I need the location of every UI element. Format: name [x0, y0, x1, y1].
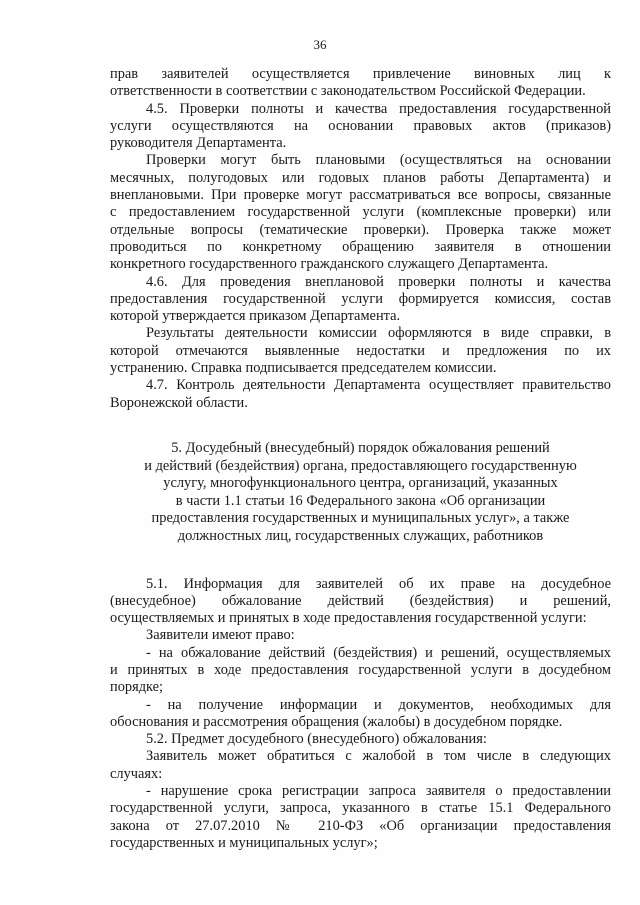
paragraph-line: Заявители имеют право: — [146, 627, 295, 644]
paragraph-line: Проверки могут быть плановыми (осуществляться на основании — [146, 152, 611, 169]
document-body — [110, 66, 611, 852]
paragraph-line: - на обжалование действий (бездействия) и решений, осуществляемых — [146, 644, 611, 661]
paragraph-line: (внесудебное) обжалование действий (бездействия) и решений, — [110, 592, 611, 609]
paragraph-line: 4.7. Контроль деятельности Департамента осуществляет правительство — [146, 377, 611, 394]
paragraph-line: - на получение информации и документов, необходимых для — [146, 696, 611, 713]
paragraph-line: услуги осуществляются на основании правовых актов (приказов) — [110, 117, 611, 134]
paragraph-line: 4.5. Проверки полноты и качества предоставления государственной — [146, 100, 611, 117]
section-5-heading — [110, 440, 611, 546]
paragraph-line: внеплановыми. При проверке могут рассматриваться все вопросы, связанные — [110, 187, 611, 204]
heading-line: услугу, многофункционального центра, организаций, указанных — [163, 475, 558, 492]
paragraph-line: 4.6. Для проведения внеплановой проверки полноты и качества — [146, 273, 611, 290]
section-5-text — [110, 576, 611, 853]
paragraph-line: - нарушение срока регистрации запроса заявителя о предоставлении — [146, 783, 611, 800]
heading-line: 5. Досудебный (внесудебный) порядок обжалования решений — [171, 439, 550, 456]
paragraph-line: которой утверждается приказом Департамента. — [110, 308, 401, 325]
paragraph-line: руководителя Департамента. — [110, 135, 287, 152]
paragraph-line: порядке; — [110, 679, 164, 696]
paragraph-line: проводиться по конкретному обращению заявителя в отношении — [110, 238, 611, 255]
paragraph-line: 5.2. Предмет досудебного (внесудебного) обжалования: — [146, 731, 487, 748]
heading-line: и действий (бездействия) органа, предоставляющего государственную — [144, 457, 577, 474]
paragraph-line: Заявитель может обратиться с жалобой в том числе в следующих — [146, 748, 611, 765]
paragraph-line: государственных и муниципальных услуг»; — [110, 834, 378, 851]
paragraph-line: которой отмечаются выявленные недостатки и предложения по их — [110, 342, 611, 359]
paragraph-line: с предоставлением государственной услуги (комплексные проверки) или — [110, 204, 611, 221]
paragraph-line: закона от 27.07.2010 № 210-ФЗ «Об организации предоставления — [110, 817, 611, 834]
paragraph-line: конкретного государственного гражданского служащего Департамента. — [110, 256, 549, 273]
paragraph-line: государственной услуги, запроса, указанного в статье 15.1 Федерального — [110, 800, 611, 817]
paragraph-line: месячных, полугодовых или годовых планов работы Департамента) и — [110, 169, 611, 186]
paragraph-line: осуществляемых и принятых в ходе предоставления государственной услуги: — [110, 610, 587, 627]
paragraph-line: и принятых в ходе предоставления государственной услуги в досудебном — [110, 661, 611, 678]
paragraph-line: 5.1. Информация для заявителей об их праве на досудебное — [146, 575, 611, 592]
paragraph-line: случаях: — [110, 765, 163, 782]
paragraph-line: прав заявителей осуществляется привлечение виновных лиц к — [110, 66, 611, 82]
paragraph-line: Воронежской области. — [110, 394, 248, 411]
page-number: 36 — [313, 37, 327, 52]
paragraph-line: ответственности в соответствии с законодательством Российской Федерации. — [110, 83, 586, 100]
heading-line: предоставления государственных и муниципальных услуг», а также — [151, 510, 570, 527]
paragraph-line: устранению. Справка подписывается председателем комиссии. — [110, 360, 497, 377]
paragraph-line: Результаты деятельности комиссии оформляются в виде справки, в — [146, 325, 611, 342]
paragraph-line: обоснования и рассмотрения обращения (жалобы) в досудебном порядке. — [110, 713, 563, 730]
paragraph-line: отдельные вопросы (тематические проверки). Проверка также может — [110, 221, 611, 238]
paragraph-line: предоставления государственной услуги формируется комиссия, состав — [110, 290, 611, 307]
section-4-text — [110, 66, 611, 412]
heading-line: должностных лиц, государственных служащих, работников — [177, 527, 544, 544]
heading-line: в части 1.1 статьи 16 Федерального закона «Об организации — [175, 492, 546, 509]
